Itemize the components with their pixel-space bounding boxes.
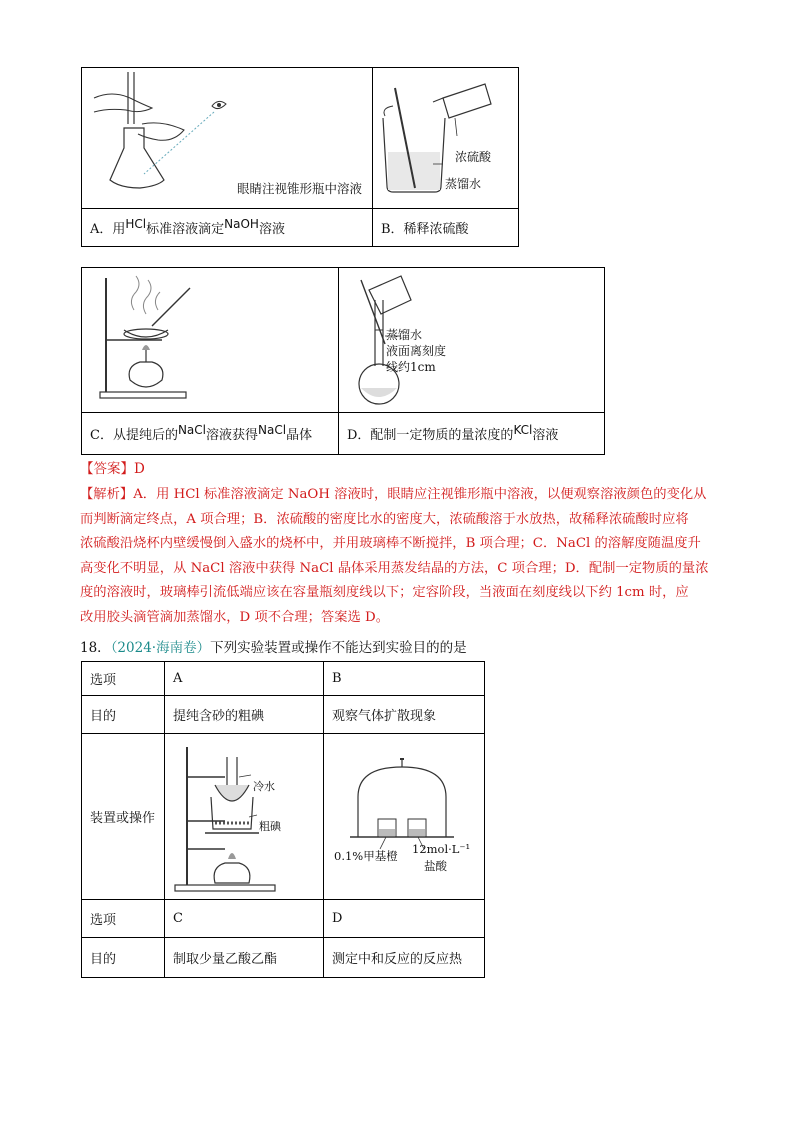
q18-r5c3: 测定中和反应的反应热 xyxy=(324,938,485,978)
q18-r2c2: 提纯含砂的粗碘 xyxy=(165,696,324,734)
label-hcl-conc: 12mol·L⁻¹ xyxy=(412,842,471,856)
label-hcl: 盐酸 xyxy=(424,859,447,873)
q18-r4c3: D xyxy=(324,900,485,938)
caption-c: C．从提纯后的NaCl溶液获得NaCl晶体 xyxy=(82,413,339,455)
volumetric-flask-illustration xyxy=(339,270,589,410)
analysis-label: 【解析】 xyxy=(80,487,134,502)
fig-b-cell xyxy=(373,68,519,209)
label-d-water: 蒸馏水 xyxy=(386,328,423,342)
evaporation-illustration xyxy=(82,270,338,410)
answer-line xyxy=(80,457,145,477)
label-distilled-water: 蒸馏水 xyxy=(445,177,482,191)
q18-r2c1: 目的 xyxy=(82,696,165,734)
q18-r1c2: A xyxy=(165,662,324,696)
sublimation-illustration xyxy=(165,737,323,897)
analysis-line: 浓硫酸沿烧杯内壁缓慢倒入盛水的烧杯中，并用玻璃棒不断搅拌，B 项合理；C．NaCl 的溶解度随温度升 xyxy=(80,536,701,552)
label-d-1cm: 线约1cm xyxy=(386,360,436,374)
answer-label: 【答案】 xyxy=(80,461,134,477)
q18-stem xyxy=(80,636,467,656)
label-cold-water: 冷水 xyxy=(253,780,275,793)
q18-source: （2024·海南卷） xyxy=(110,640,211,656)
analysis-line: 高变化不明显，从 NaCl 溶液中获得 NaCl 晶体采用蒸发结晶的方法，C 项合理；D．配制一定物质的量浓 xyxy=(80,560,709,576)
caption-a: A．用HCl标准溶液滴定NaOH溶液 xyxy=(82,209,373,247)
q18-r5c2: 制取少量乙酸乙酯 xyxy=(165,938,324,978)
q18-fig-a-cell xyxy=(165,734,324,900)
fig-a-note: 眼睛注视锥形瓶中溶液 xyxy=(236,181,362,196)
q18-number: 18． xyxy=(80,640,111,656)
q18-r5c1: 目的 xyxy=(82,938,165,978)
answer-value: D xyxy=(134,461,145,477)
analysis-line: 改用胶头滴管滴加蒸馏水，D 项不合理；答案选 D。 xyxy=(80,609,390,625)
fig-d-cell xyxy=(339,268,605,413)
label-crude-iodine: 粗碘 xyxy=(259,820,281,833)
analysis-line: 而判断滴定终点，A 项合理；B．浓硫酸的密度比水的密度大，浓硫酸溶于水放热，故稀释浓硫酸时应将 xyxy=(80,511,689,527)
q18-table xyxy=(81,661,485,978)
q18-r1c1: 选项 xyxy=(82,662,165,696)
analysis-line: 【解析】A．用 HCl 标准溶液滴定 NaOH 溶液时，眼睛应注视锥形瓶中溶液，以便观察溶液颜色的变化从 xyxy=(80,487,707,502)
q18-r1c3: B xyxy=(324,662,485,696)
fig-c-cell xyxy=(82,268,339,413)
label-methyl-orange: 0.1%甲基橙 xyxy=(334,849,398,863)
q17-table-ab xyxy=(81,67,519,247)
q18-r4c1: 选项 xyxy=(82,900,165,938)
analysis-block xyxy=(80,483,725,631)
q18-r2c3: 观察气体扩散现象 xyxy=(324,696,485,734)
q17-table-cd xyxy=(81,267,605,455)
caption-d: D．配制一定物质的量浓度的KCl溶液 xyxy=(339,413,605,455)
fig-a-cell xyxy=(82,68,373,209)
caption-b: B．稀释浓硫酸 xyxy=(373,209,519,247)
bell-jar-illustration xyxy=(324,737,484,897)
q18-r3c1: 装置或操作 xyxy=(82,734,165,900)
label-conc-sulfuric: 浓硫酸 xyxy=(455,150,492,164)
q18-r4c2: C xyxy=(165,900,324,938)
q18-text: 下列实验装置或操作不能达到实验目的的是 xyxy=(210,640,467,656)
analysis-line: 度的溶液时，玻璃棒引流低端应该在容量瓶刻度线以下；定容阶段，当液面在刻度线以下约 1cm 时，应 xyxy=(80,585,689,601)
q18-fig-b-cell xyxy=(324,734,485,900)
label-d-level: 液面离刻度 xyxy=(386,344,447,358)
